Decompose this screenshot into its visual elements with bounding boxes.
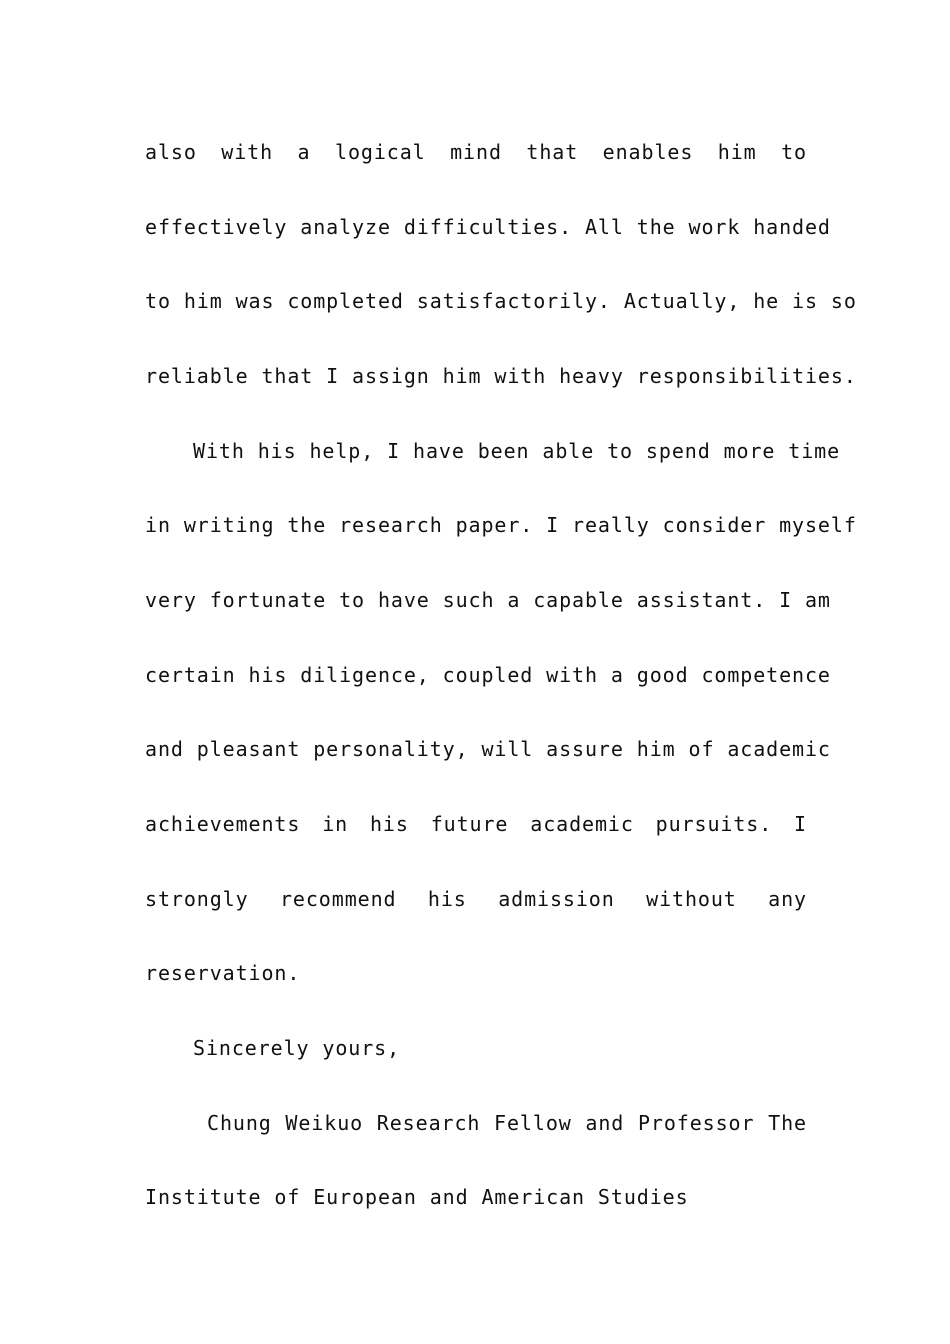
body-text-line: reservation. [145, 961, 301, 985]
signature-affiliation: Institute of European and American Studies [145, 1185, 689, 1209]
closing-salutation: Sincerely yours, [193, 1036, 401, 1060]
body-text-line: certain his diligence, coupled with a good competence [145, 663, 831, 687]
body-text-line: achievements in his future academic pursuits. I [145, 812, 807, 836]
body-text-line: strongly recommend his admission without any [145, 887, 807, 911]
body-text-line: effectively analyze difficulties. All the work handed [145, 215, 831, 239]
body-text-line: and pleasant personality, will assure him of academic [145, 737, 831, 761]
signature-line: Chung Weikuo Research Fellow and Professor The [207, 1111, 807, 1135]
body-text-line: also with a logical mind that enables him to [145, 140, 807, 164]
body-text-line: to him was completed satisfactorily. Actually, he is so [145, 289, 857, 313]
body-text-line: very fortunate to have such a capable assistant. I am [145, 588, 831, 612]
body-text-line: reliable that I assign him with heavy responsibilities. [145, 364, 857, 388]
body-text-line: in writing the research paper. I really consider myself [145, 513, 857, 537]
paragraph-first-line: With his help, I have been able to spend more time [193, 439, 841, 463]
